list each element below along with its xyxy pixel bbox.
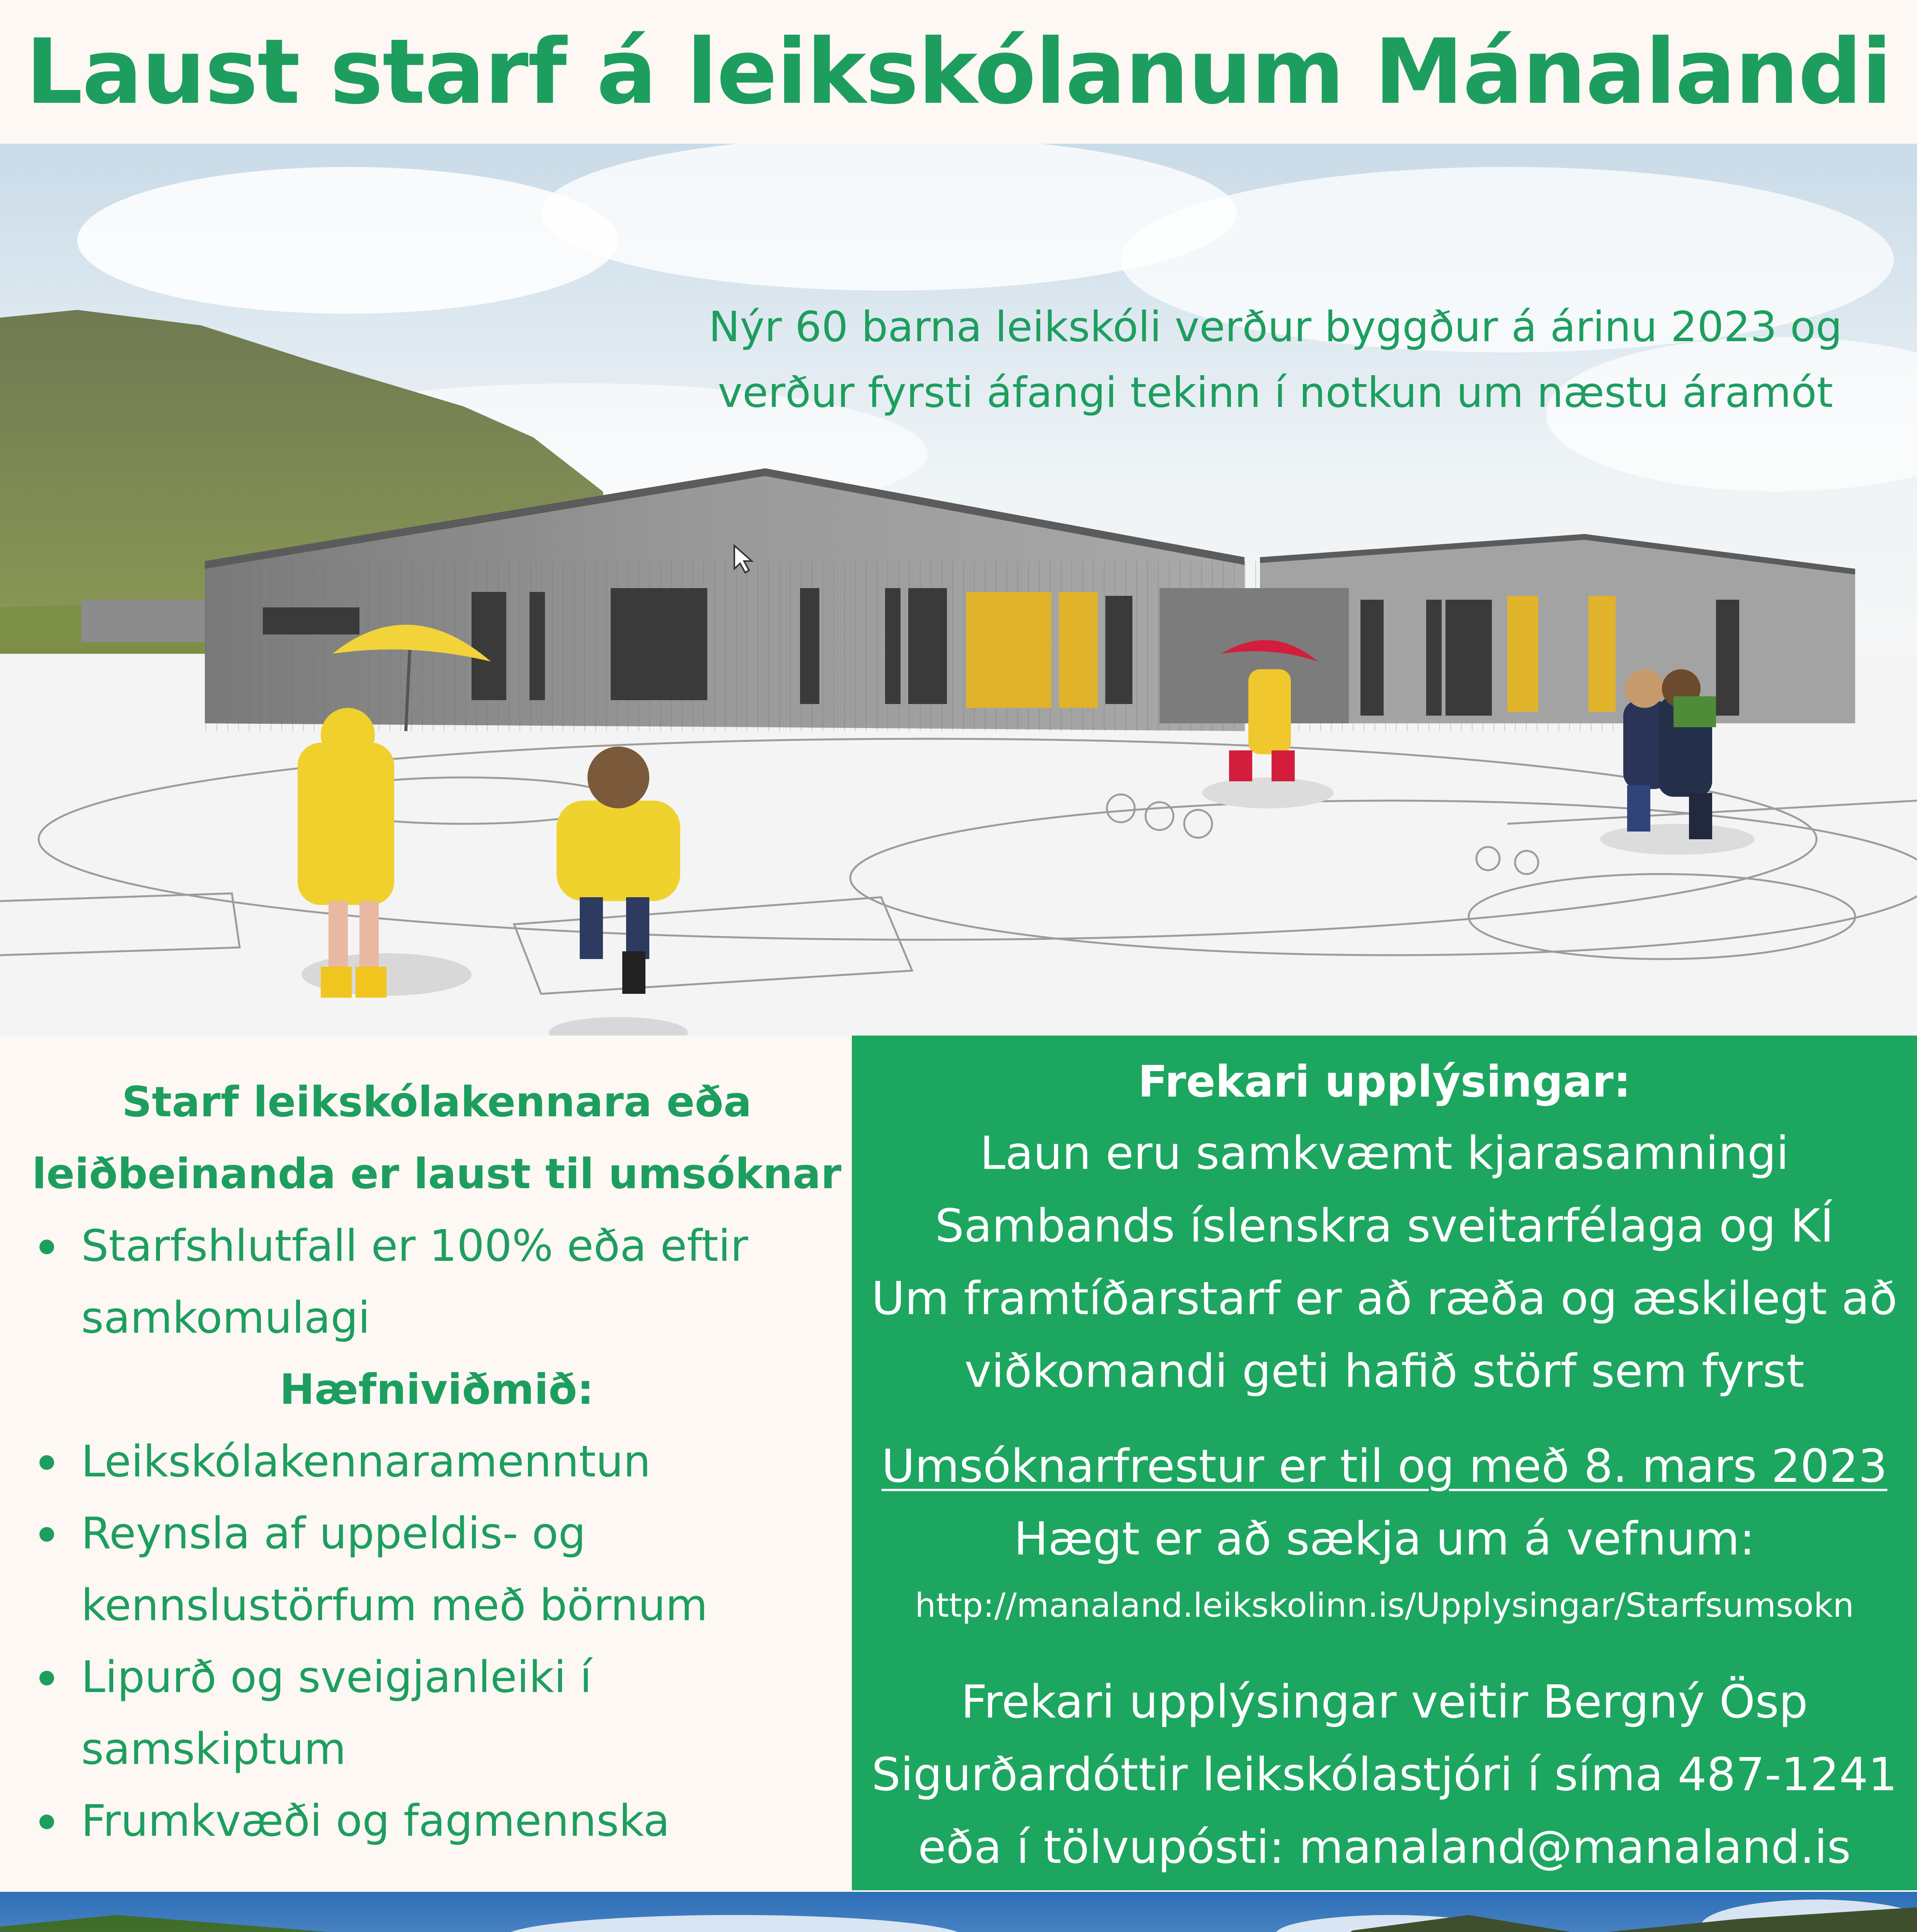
requirement-2-line-1: Reynsla af uppeldis- og [81,1509,586,1559]
job-title-line-1: Starf leikskólakennara eða [122,1078,752,1126]
salary-info [852,1117,1917,1407]
list-item [31,1641,843,1785]
building-rendering-image [0,144,1917,1036]
job-title-line-2: leiðbeinanda er laust til umsóknar [32,1150,841,1198]
requirement-1: Leikskólakennaramenntun [81,1437,651,1487]
application-url-link[interactable]: http://manaland.leikskolinn.is/Upplysingar/Starfsumsokn [915,1586,1854,1625]
application-deadline: Umsóknarfrestur er til og með 8. mars 2023 [881,1439,1888,1493]
list-item [31,1426,843,1498]
page-title: Laust starf á leikskólanum Mánalandi [26,20,1891,124]
caption-line-1: Nýr 60 barna leikskóli verður byggður á árinu 2023 og [708,303,1842,351]
salary-line-1: Laun eru samkvæmt kjarasamningi [980,1126,1789,1180]
terms-line-1: Starfshlutfall er 100% eða eftir [81,1221,748,1271]
requirement-2-line-2: kennslustörfum með börnum [81,1580,708,1631]
future-line-1: Um framtíðarstarf er að ræða og æskilegt að [871,1272,1898,1325]
job-description-panel [0,1036,850,1892]
job-title [31,1066,843,1210]
requirement-3-line-1: Lipurð og sveigjanleiki í [81,1652,592,1702]
building-caption [657,294,1894,426]
future-line-2: viðkomandi geti hafið störf sem fyrst [964,1344,1805,1398]
salary-line-2: Sambands íslenskra sveitarfélaga og KÍ [935,1199,1834,1252]
caption-line-2: verður fyrsti áfangi tekinn í notkun um næstu áramót [718,369,1833,417]
info-heading: Frekari upplýsingar: [1138,1057,1631,1107]
requirements-list [31,1426,843,1857]
list-item [31,1210,843,1354]
contact-line-1: Frekari upplýsingar veitir Bergný Ösp [961,1675,1808,1728]
contact-line-3: eða í tölvupósti: manaland@manaland.is [918,1820,1851,1874]
application-info [852,1430,1917,1575]
list-item [31,1785,843,1857]
apply-text: Hægt er að sækja um á vefnum: [1014,1512,1755,1565]
contact-line-2: Sigurðardóttir leikskólastjóri í síma 487-1241 [872,1748,1897,1801]
header [0,0,1917,144]
requirements-heading: Hæfniviðmið: [279,1366,594,1414]
requirement-4: Frumkvæði og fagmennska [81,1796,670,1846]
job-terms-list [31,1210,843,1354]
terms-line-2: samkomulagi [81,1293,370,1343]
contact-info [852,1665,1917,1883]
more-information-panel [852,1036,1917,1890]
town-aerial-photo [0,1892,1917,1932]
requirement-3-line-2: samskiptum [81,1724,346,1774]
list-item [31,1498,843,1641]
